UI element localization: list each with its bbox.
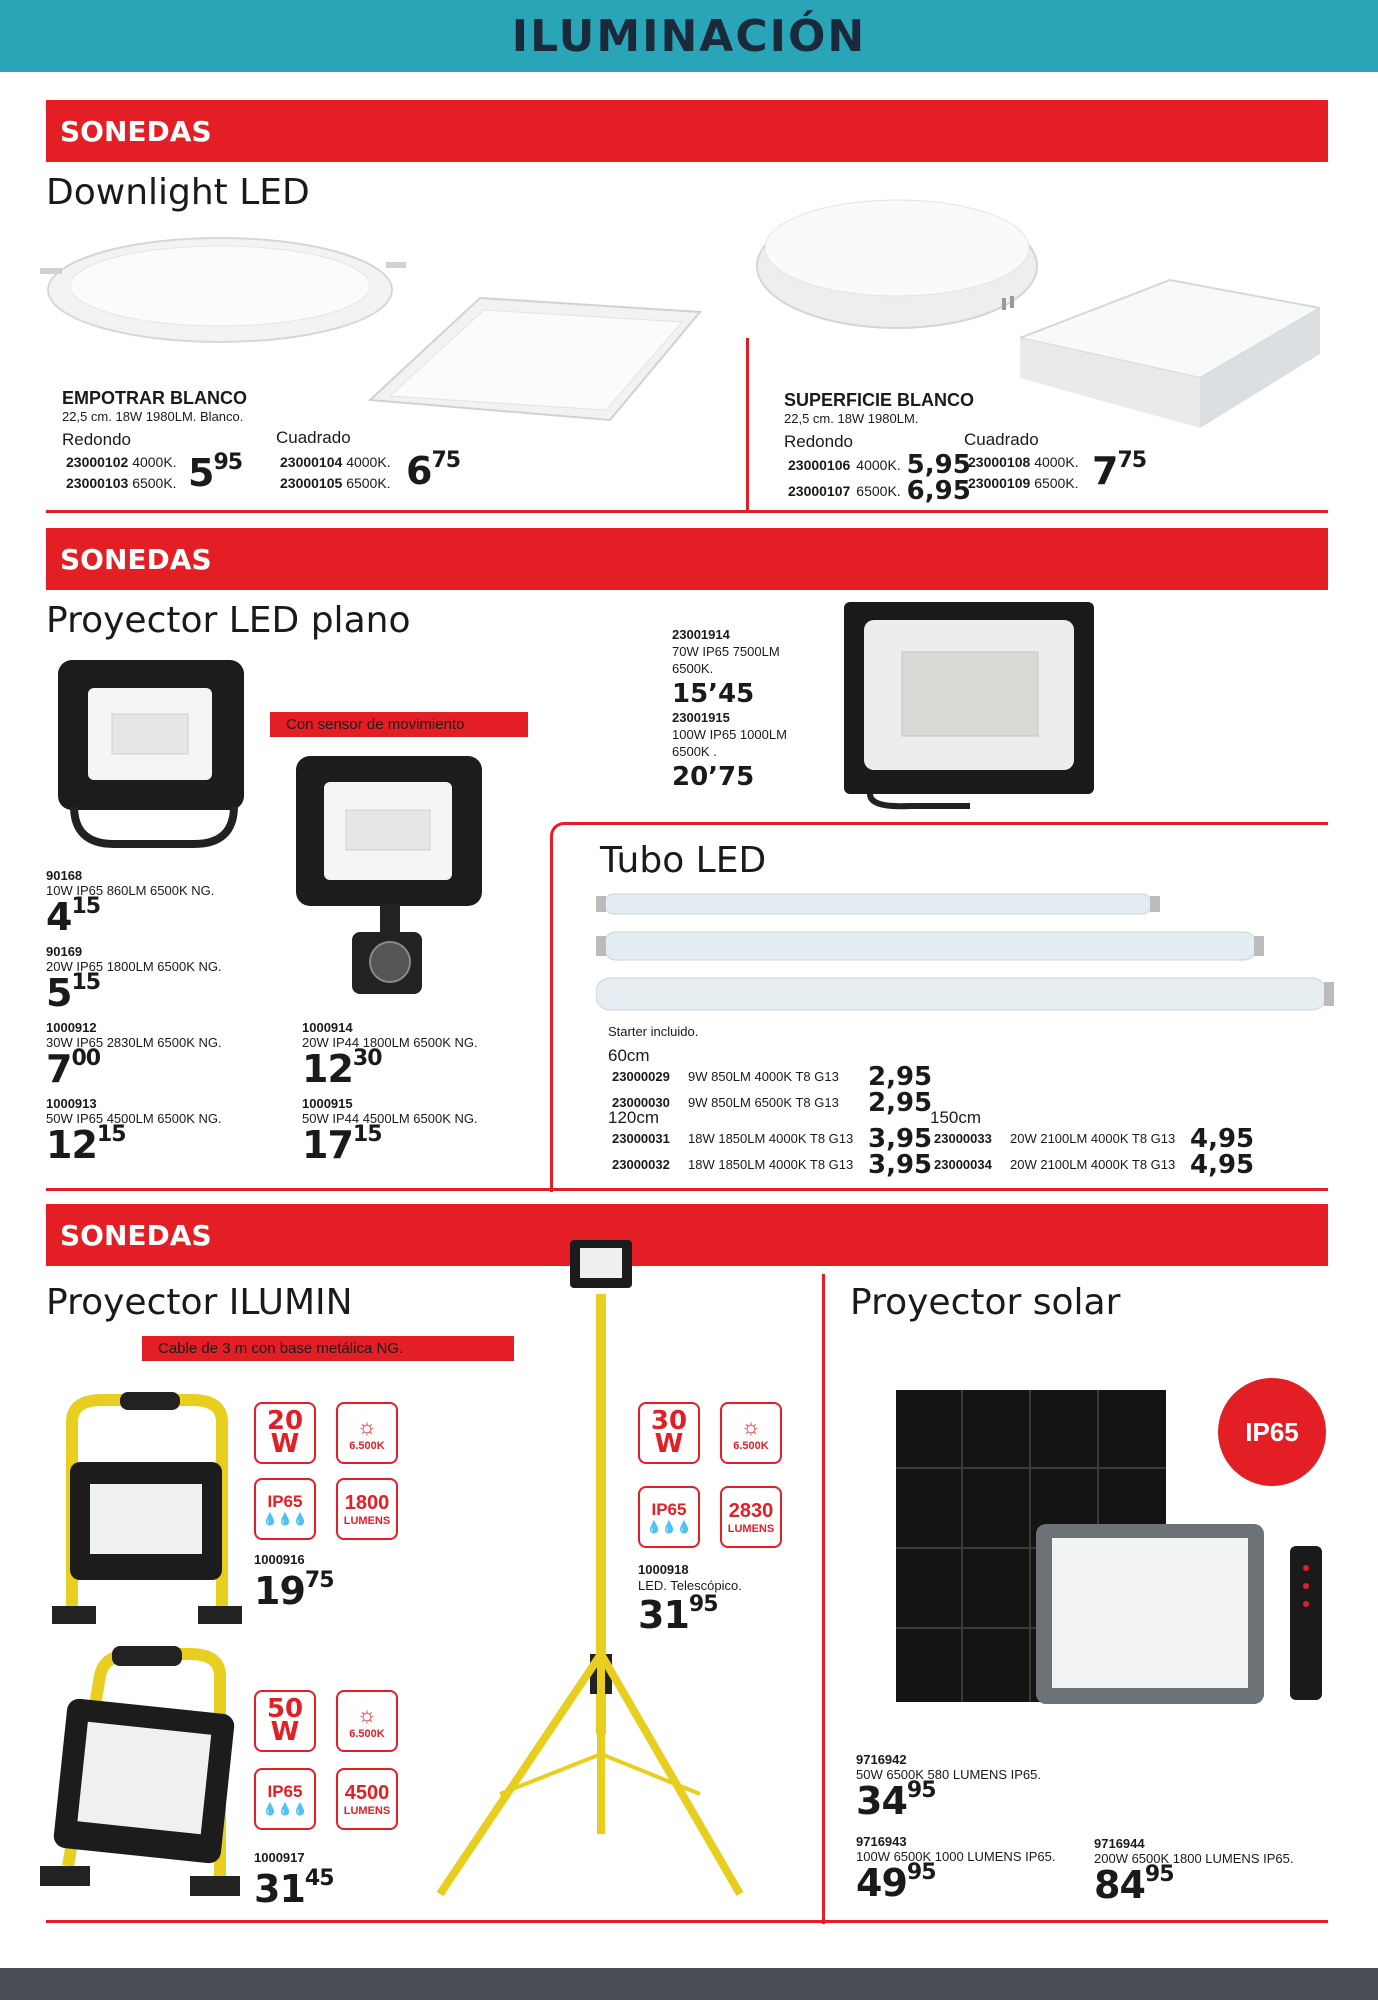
product-code: 90168 [46,868,83,883]
product-code: 1000917 [254,1850,305,1865]
superficie-name: SUPERFICIE BLANCO [784,390,975,410]
empotrar-name: EMPOTRAR BLANCO [62,388,247,408]
product-desc: 20W IP44 1800LM 6500K NG. [302,1035,478,1050]
surface-square-image [1020,278,1320,428]
surface-round-image [752,196,1052,346]
cable-label: Cable de 3 m con base metálica NG. [142,1336,514,1361]
product-desc: 9W 850LM 6500K T8 G13 [688,1095,839,1110]
price: 6,95 [906,476,971,506]
price: $34^{95}$ [856,1778,936,1823]
product-desc: 70W IP65 7500LM [672,644,780,659]
sensor-label: Con sensor de movimiento [270,712,528,737]
product-code: 23001914 [672,627,730,642]
product-code: 9716943 [856,1834,907,1849]
product-desc: 20W IP65 1800LM 6500K NG. [46,959,222,974]
water-drops-icon: 💧💧💧 [262,1802,308,1816]
product-desc: 6500K. [672,661,714,676]
product-code: 23000032 [612,1157,670,1172]
temp-badge: ☼ 6.500K [720,1402,782,1464]
solar-title: Proyector solar [850,1282,1121,1323]
page-title: ILUMINACIÓN [511,10,867,62]
tubo-title: Tubo LED [600,840,767,881]
product-code: 1000918 [638,1562,689,1577]
tubo-60-list [612,1064,932,1116]
product-code: 23000031 [612,1131,670,1146]
superficie-cuadrado-label: Cuadrado [964,430,1039,449]
product-code: 23000034 [934,1157,992,1172]
product-code: 1000915 [302,1096,353,1111]
price: 2,95 [868,1062,933,1092]
watt-badge: 50 W [254,1690,316,1752]
color-temp: 6500K. [856,482,901,499]
price: 2,95 [868,1088,933,1118]
brand-logo: SONEDAS [60,114,212,148]
empotrar-redondo-codes [66,452,177,494]
water-drops-icon: 💧💧💧 [262,1512,308,1526]
product-code: 23001915 [672,710,730,725]
list-item [46,1096,276,1172]
product-code: 23000104 [280,454,343,470]
list-item [46,944,276,1020]
product-code: 1000914 [302,1020,353,1035]
tubo-120-label: 120cm [608,1108,660,1127]
brand-band-1 [46,100,1328,162]
ip-badge: IP65 💧💧💧 [254,1478,316,1540]
sensor-floodlight-list [302,1020,532,1172]
product-code: 23000103 [66,475,129,491]
lumens-badge: 2830 LUMENS [720,1486,782,1548]
price: 20’75 [672,762,755,792]
empotrar-redondo-price: $5^{95}$ [188,450,243,495]
product-desc: 200W 6500K 1800 LUMENS IP65. [1094,1851,1294,1866]
product-desc: 30W IP65 2830LM 6500K NG. [46,1035,222,1050]
downlight-square-image [360,290,720,430]
big-floodlight-image [840,600,1100,810]
product-desc: 50W IP44 4500LM 6500K NG. [302,1111,478,1126]
product-desc: 9W 850LM 4000K T8 G13 [688,1069,839,1084]
ilumin-50w-image [40,1646,240,1906]
ilumin-tripod-image [420,1234,760,1914]
product-desc: 20W 2100LM 4000K T8 G13 [1010,1131,1176,1146]
downlight-title: Downlight LED [46,172,310,213]
product-code: 23000107 [788,482,851,499]
watt-badge: 20 W [254,1402,316,1464]
ilumin-title: Proyector ILUMIN [46,1282,353,1323]
price: 3,95 [868,1150,933,1180]
price: $84^{95}$ [1094,1862,1174,1907]
product-desc: 100W 6500K 1000 LUMENS IP65. [856,1849,1056,1864]
product-code: 23000102 [66,454,129,470]
tubo-150-list [934,1126,1254,1178]
product-desc: 100W IP65 1000LM [672,727,787,742]
product-code: 23000029 [612,1069,670,1084]
temp-badge: ☼ 6.500K [336,1402,398,1464]
list-item [46,868,276,944]
temp-badge: ☼ 6.500K [336,1690,398,1752]
product-desc: 20W 2100LM 4000K T8 G13 [1010,1157,1176,1172]
brand-logo: SONEDAS [60,542,212,576]
color-temp: 4000K. [856,456,901,473]
empotrar-block [62,388,247,424]
price: $31^{45}$ [254,1866,334,1911]
price: $12^{15}$ [46,1122,126,1167]
ip65-badge: IP65 [1218,1378,1326,1486]
price: $5^{15}$ [46,970,101,1015]
color-temp: 6500K. [1034,475,1079,491]
water-drops-icon: 💧💧💧 [646,1520,692,1534]
ip-badge: IP65 💧💧💧 [254,1768,316,1830]
solar-item-2 [856,1834,1056,1905]
big-floodlight-info [672,626,787,790]
product-desc: 18W 1850LM 4000K T8 G13 [688,1131,854,1146]
price: $19^{75}$ [254,1568,334,1613]
solar-item-3 [1094,1836,1294,1907]
sun-icon: ☼ [356,1414,378,1439]
price: 15’45 [672,679,755,709]
product-desc: 50W 6500K 580 LUMENS IP65. [856,1767,1041,1782]
price: 5,95 [906,450,971,480]
product-desc: 50W IP65 4500LM 6500K NG. [46,1111,222,1126]
brand-logo: SONEDAS [60,1218,212,1252]
list-item [302,1096,532,1172]
product-desc: 6500K . [672,744,717,759]
product-code: 23000108 [968,454,1031,470]
price: $7^{00}$ [46,1046,101,1091]
superficie-cuadrado-codes [968,452,1079,494]
divider [46,1920,1328,1923]
watt-badge: 30 W [638,1402,700,1464]
color-temp: 6500K. [132,475,177,491]
product-code: 23000106 [788,456,851,473]
empotrar-redondo-label: Redondo [62,430,132,449]
product-code: 1000912 [46,1020,97,1035]
price: $17^{15}$ [302,1122,382,1167]
floodlight-image [54,658,254,848]
divider [822,1274,825,1924]
sun-icon: ☼ [740,1414,762,1439]
tubo-150-label: 150cm [930,1108,982,1127]
empotrar-cuadrado-codes [280,452,391,494]
product-code: 23000030 [612,1095,670,1110]
tube-images [596,888,1336,1018]
product-code: 90169 [46,944,83,959]
price: 3,95 [868,1124,933,1154]
price: $4^{15}$ [46,894,101,939]
divider [46,1188,1328,1191]
downlight-round-image [40,230,410,360]
product-code: 1000913 [46,1096,97,1111]
divider [46,510,1328,513]
price: $49^{95}$ [856,1860,936,1905]
product-code: 23000033 [934,1131,992,1146]
superficie-desc: 22,5 cm. 18W 1980LM. [784,411,919,426]
price: $31^{95}$ [638,1592,718,1637]
lumens-badge: 4500 LUMENS [336,1768,398,1830]
product-code: 23000105 [280,475,343,491]
page-header [0,0,1378,72]
product-code: 23000109 [968,475,1031,491]
product-code: 9716944 [1094,1836,1145,1851]
superficie-redondo-codes [788,452,971,504]
page-footer [0,1968,1378,2000]
proyector-plano-title: Proyector LED plano [46,600,411,641]
price: $12^{30}$ [302,1046,382,1091]
superficie-cuadrado-price: $7^{75}$ [1092,448,1147,493]
empotrar-cuadrado-price: $6^{75}$ [406,448,461,493]
price: 4,95 [1190,1150,1255,1180]
product-code: 1000916 [254,1552,305,1567]
sun-icon: ☼ [356,1702,378,1727]
ip-badge: IP65 💧💧💧 [638,1486,700,1548]
color-temp: 4000K. [132,454,177,470]
empotrar-cuadrado-label: Cuadrado [276,428,351,447]
lumens-badge: 1800 LUMENS [336,1478,398,1540]
superficie-block [784,390,974,426]
tubo-60-label: 60cm [608,1046,650,1065]
starter-note: Starter incluido. [608,1024,699,1039]
solar-panel-image [866,1388,1330,1718]
list-item [46,1020,276,1096]
sensor-floodlight-image [290,754,490,1014]
color-temp: 4000K. [1034,454,1079,470]
divider [746,338,749,510]
color-temp: 6500K. [346,475,391,491]
product-code: 9716942 [856,1752,907,1767]
price: 4,95 [1190,1124,1255,1154]
empotrar-desc: 22,5 cm. 18W 1980LM. Blanco. [62,409,244,424]
floodlight-list [46,868,276,1172]
solar-item-1 [856,1752,1041,1823]
tubo-120-list [612,1126,932,1178]
product-desc: 10W IP65 860LM 6500K NG. [46,883,215,898]
ilumin-20w-image [42,1392,242,1632]
superficie-redondo-label: Redondo [784,432,854,451]
product-desc: LED. Telescópico. [638,1578,742,1593]
color-temp: 4000K. [346,454,391,470]
product-desc: 18W 1850LM 4000K T8 G13 [688,1157,854,1172]
list-item [302,1020,532,1096]
brand-band-2 [46,528,1328,590]
